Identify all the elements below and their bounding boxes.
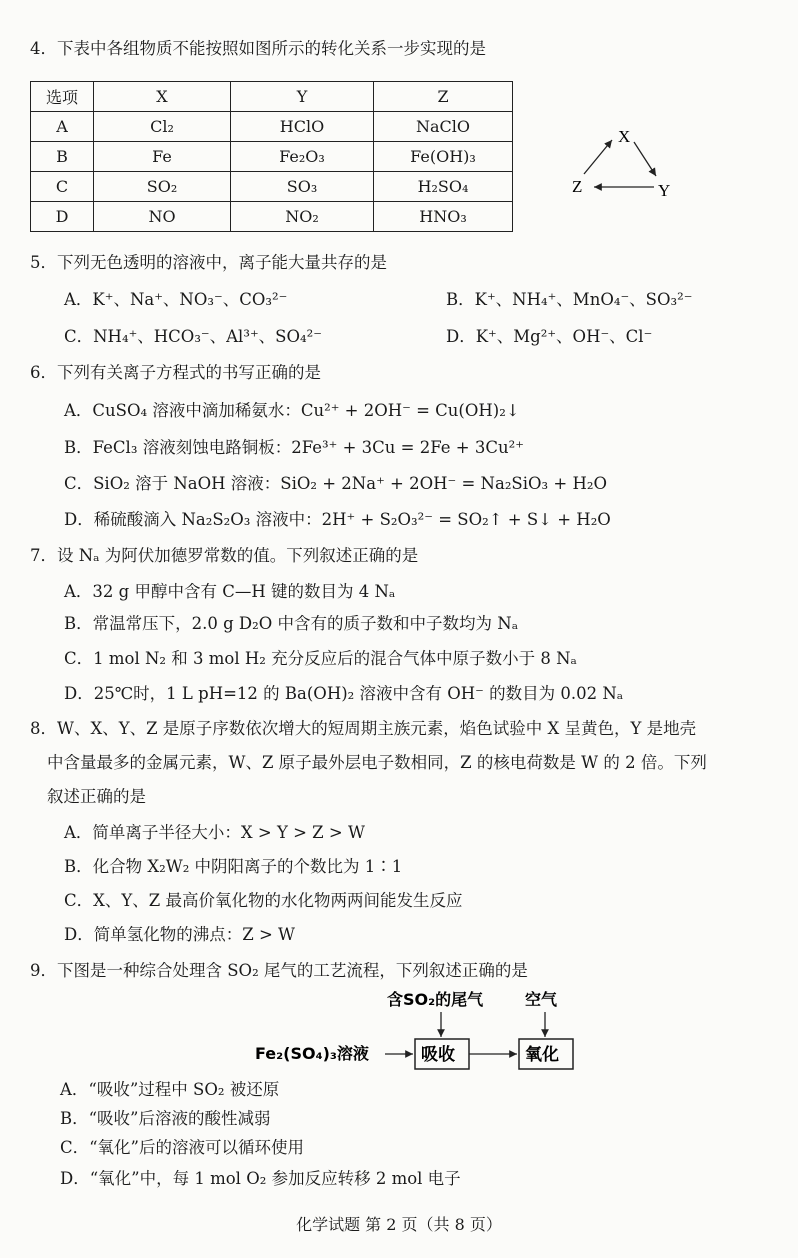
q9-option-c: C．“氧化”后的溶液可以循环使用: [60, 1138, 304, 1157]
q7-stem: 7．设 Nₐ 为阿伏加德罗常数的值。下列叙述正确的是: [30, 546, 419, 565]
q4-table: [30, 81, 513, 232]
table-cell: SO₃: [231, 172, 374, 202]
q8-stem-line-1: 8．W、X、Y、Z 是原子序数依次增大的短周期主族元素，焰色试验中 X 呈黄色，Y 是地壳: [30, 719, 697, 738]
arrow-z-to-x: [584, 140, 612, 174]
table-row: [31, 112, 513, 142]
oxidize-box-label: 氧化: [525, 1045, 559, 1065]
table-cell: SO₂: [94, 172, 231, 202]
table-cell: H₂SO₄: [374, 172, 513, 202]
q7-option-d: D．25℃时，1 L pH=12 的 Ba(OH)₂ 溶液中含有 OH⁻ 的数目为 0.02 Nₐ: [64, 684, 624, 703]
flow-gas-input-label: 含SO₂的尾气: [387, 990, 484, 1009]
q9-option-a: A．“吸收”过程中 SO₂ 被还原: [60, 1080, 280, 1099]
q6-stem: 6．下列有关离子方程式的书写正确的是: [30, 363, 321, 382]
table-header-cell: X: [94, 82, 231, 112]
table-cell: Fe₂O₃: [231, 142, 374, 172]
q9-stem: 9．下图是一种综合处理含 SO₂ 尾气的工艺流程，下列叙述正确的是: [30, 961, 528, 980]
table-cell: Fe: [94, 142, 231, 172]
table-header-cell: Z: [374, 82, 513, 112]
q6-option-c: C．SiO₂ 溶于 NaOH 溶液：SiO₂ + 2Na⁺ + 2OH⁻ = Na₂SiO₃ + H₂O: [64, 474, 608, 493]
table-header-row: [31, 82, 513, 112]
flow-air-label: 空气: [525, 990, 558, 1009]
table-row: [31, 202, 513, 232]
q5-option-c: C．NH₄⁺、HCO₃⁻、Al³⁺、SO₄²⁻: [64, 327, 322, 346]
q7-option-c: C．1 mol N₂ 和 3 mol H₂ 充分反应后的混合气体中原子数小于 8 Nₐ: [64, 649, 577, 668]
absorb-box-label: 吸收: [421, 1045, 455, 1065]
table-cell: B: [31, 142, 94, 172]
diagram-x-label: X: [618, 127, 631, 146]
q5-option-a: A．K⁺、Na⁺、NO₃⁻、CO₃²⁻: [64, 290, 288, 309]
process-flow-diagram: [255, 985, 595, 1077]
q8-option-a: A．简单离子半径大小：X > Y > Z > W: [64, 823, 365, 842]
q9-option-b: B．“吸收”后溶液的酸性减弱: [60, 1109, 271, 1128]
conversion-triangle-diagram: [562, 118, 682, 208]
flow-solution-label: Fe₂(SO₄)₃溶液: [255, 1044, 369, 1063]
q8-option-b: B．化合物 X₂W₂ 中阴阳离子的个数比为 1∶1: [64, 857, 403, 876]
q7-option-b: B．常温常压下，2.0 g D₂O 中含有的质子数和中子数均为 Nₐ: [64, 614, 519, 633]
table-header-cell: Y: [231, 82, 374, 112]
q6-option-a: A．CuSO₄ 溶液中滴加稀氨水：Cu²⁺ + 2OH⁻ = Cu(OH)₂↓: [64, 401, 520, 420]
q6-option-d: D．稀硫酸滴入 Na₂S₂O₃ 溶液中：2H⁺ + S₂O₃²⁻ = SO₂↑ + S↓ + H₂O: [64, 510, 611, 529]
table-header-cell: 选项: [31, 82, 94, 112]
q5-option-b: B．K⁺、NH₄⁺、MnO₄⁻、SO₃²⁻: [446, 290, 693, 309]
q6-option-b: B．FeCl₃ 溶液刻蚀电路铜板：2Fe³⁺ + 3Cu = 2Fe + 3Cu²⁺: [64, 438, 524, 457]
q5-stem: 5．下列无色透明的溶液中，离子能大量共存的是: [30, 253, 387, 272]
q8-option-d: D．简单氢化物的沸点：Z > W: [64, 925, 295, 944]
table-cell: C: [31, 172, 94, 202]
arrow-x-to-y: [634, 142, 656, 176]
table-cell: NO₂: [231, 202, 374, 232]
q8-stem-line-3: 叙述正确的是: [47, 787, 146, 806]
page-footer: 化学试题 第 2 页（共 8 页）: [296, 1215, 502, 1234]
table-row: [31, 172, 513, 202]
q8-stem-line-2: 中含量最多的金属元素，W、Z 原子最外层电子数相同，Z 的核电荷数是 W 的 2 倍。下列: [47, 753, 707, 772]
table-cell: NO: [94, 202, 231, 232]
q5-option-d: D．K⁺、Mg²⁺、OH⁻、Cl⁻: [446, 327, 653, 346]
table-cell: D: [31, 202, 94, 232]
q4-stem: 4．下表中各组物质不能按照如图所示的转化关系一步实现的是: [30, 39, 486, 58]
table-cell: HNO₃: [374, 202, 513, 232]
table-cell: HClO: [231, 112, 374, 142]
q9-option-d: D．“氧化”中，每 1 mol O₂ 参加反应转移 2 mol 电子: [60, 1169, 461, 1188]
q7-option-a: A．32 g 甲醇中含有 C—H 键的数目为 4 Nₐ: [64, 582, 396, 601]
q8-option-c: C．X、Y、Z 最高价氧化物的水化物两两间能发生反应: [64, 891, 463, 910]
diagram-y-label: Y: [658, 181, 671, 200]
table-cell: Fe(OH)₃: [374, 142, 513, 172]
diagram-z-label: Z: [572, 177, 583, 196]
table-cell: NaClO: [374, 112, 513, 142]
table-row: [31, 142, 513, 172]
table-cell: A: [31, 112, 94, 142]
table-cell: Cl₂: [94, 112, 231, 142]
